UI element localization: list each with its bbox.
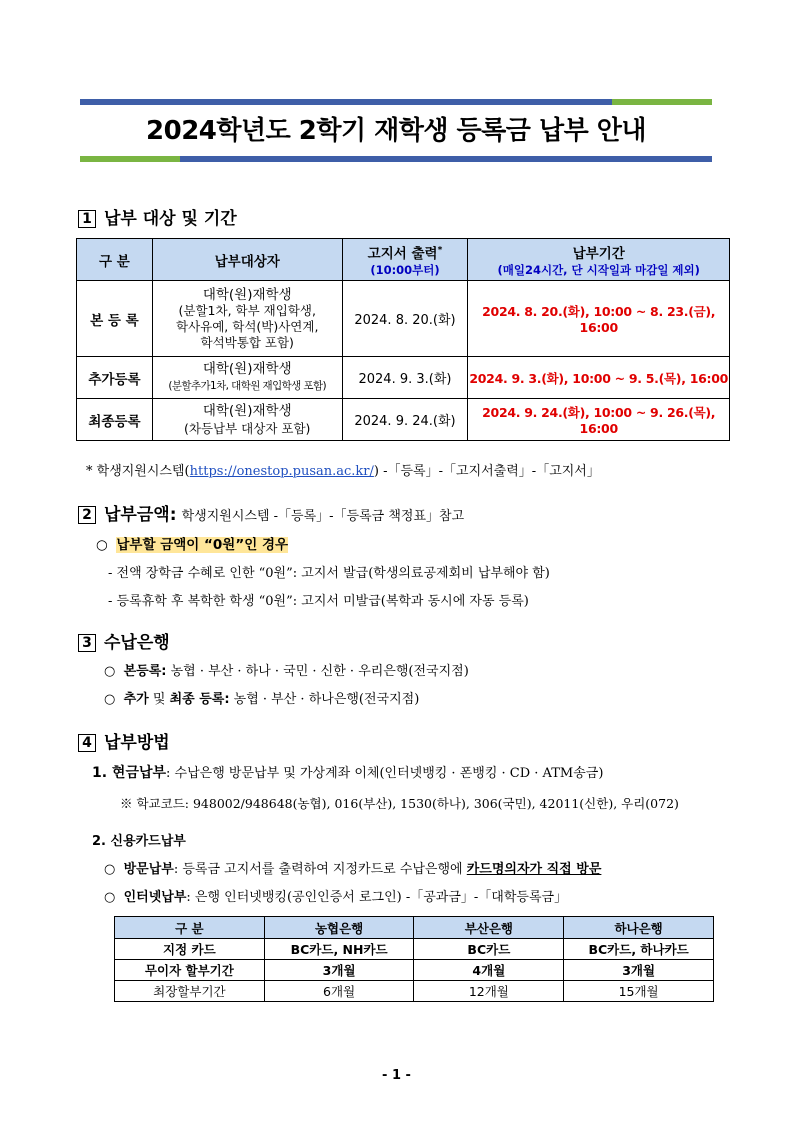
target-line: (분할1차, 학부 재입학생, — [178, 302, 316, 318]
page-number: - 1 - — [382, 1068, 411, 1083]
card-table — [114, 916, 714, 1002]
header-cell: 구 분 — [77, 239, 153, 281]
header-note: (매일24시간, 단 시작일과 마감일 제외) — [497, 262, 700, 277]
section-desc: 학생지원시스템 -「등록」-「등록금 책정표」참고 — [181, 509, 465, 524]
note-suffix: ) -「등록」-「고지서출력」-「고지서」 — [373, 464, 600, 479]
title-rule-bottom-accent — [80, 156, 180, 162]
header-cell — [342, 239, 468, 281]
row-target — [152, 281, 342, 357]
target-line: (차등납부 대상자 포함) — [184, 420, 311, 436]
cash-payment — [92, 762, 603, 782]
header-cell: 농협은행 — [264, 917, 414, 939]
table-cell: BC카드, NH카드 — [264, 939, 414, 960]
zero-amount-heading — [96, 533, 288, 553]
table-cell: 6개월 — [264, 981, 414, 1002]
section-number: 2 — [78, 506, 96, 524]
section-3-heading — [78, 628, 170, 653]
target-line: (분할추가1차, 대학원 재입학생 포함) — [168, 379, 327, 392]
visit-text: : 등록금 고지서를 출력하여 지정카드로 수납은행에 — [173, 862, 467, 877]
visit-payment — [104, 858, 601, 877]
zero-amount-line: - 등록휴학 후 복학한 학생 “0원”: 고지서 미발급(복학과 동시에 자동 등록) — [108, 594, 529, 609]
bank-item-text: 농협 · 부산 · 하나은행(전국지점) — [233, 692, 420, 707]
table-cell: 무이자 할부기간 — [115, 960, 265, 981]
table-cell: BC카드 — [414, 939, 564, 960]
section-label: 납부 대상 및 기간 — [104, 209, 237, 229]
bullet: ○ — [104, 862, 116, 877]
header-cell: 부산은행 — [414, 917, 564, 939]
table-cell: BC카드, 하나카드 — [564, 939, 714, 960]
cash-label: 1. 현금납부 — [92, 765, 167, 781]
table-cell: 15개월 — [564, 981, 714, 1002]
table-row — [77, 399, 730, 441]
table-row — [77, 281, 730, 357]
row-date: 2024. 9. 24.(화) — [342, 399, 468, 441]
table-row — [77, 357, 730, 399]
note-prefix: * 학생지원시스템( — [86, 464, 190, 479]
onestop-link[interactable]: https://onestop.pusan.ac.kr/ — [189, 464, 374, 479]
row-kind: 최종등록 — [77, 399, 153, 441]
section-1-heading — [78, 204, 237, 229]
internet-text: : 은행 인터넷뱅킹(공인인증서 로그인) -「공과금」-「대학등록금」 — [186, 890, 568, 905]
section-2-heading — [78, 500, 464, 525]
section-label: 납부금액: — [104, 505, 177, 525]
target-line: 대학(원)재학생 — [202, 360, 292, 377]
cash-text: : 수납은행 방문납부 및 가상계좌 이체(인터넷뱅킹 · 폰뱅킹 · CD · ATM송금) — [166, 766, 604, 781]
bullet: ○ — [96, 537, 108, 553]
table-header-row — [115, 917, 714, 939]
row-kind: 본 등 록 — [77, 281, 153, 357]
header-cell-text: 납부기간 — [572, 245, 625, 262]
header-cell: 하나은행 — [564, 917, 714, 939]
table-cell: 3개월 — [564, 960, 714, 981]
table-row — [115, 939, 714, 960]
table-cell: 지정 카드 — [115, 939, 265, 960]
table-header-row — [77, 239, 730, 281]
note-system-path — [86, 460, 600, 479]
row-target — [152, 399, 342, 441]
card-label: 2. 신용카드납부 — [92, 834, 186, 849]
section-4-heading — [78, 728, 170, 753]
bank-item-mid: 및 — [148, 692, 170, 707]
target-line: 대학(원)재학생 — [202, 402, 292, 419]
zero-amount-line: - 전액 장학금 수혜로 인한 “0원”: 고지서 발급(학생의료공제회비 납부해야 함) — [108, 566, 550, 581]
bullet: ○ — [104, 692, 116, 707]
table-cell: 최장할부기간 — [115, 981, 265, 1002]
card-payment-heading — [92, 830, 186, 849]
footnote-mark: * — [437, 245, 443, 255]
visit-label: 방문납부 — [123, 862, 174, 877]
internet-label: 인터넷납부 — [123, 890, 187, 905]
schedule-table — [76, 238, 730, 441]
highlight-label: 납부할 금액이 “0원”인 경우 — [116, 537, 289, 553]
bank-item-label: 추가 — [123, 692, 149, 707]
section-number: 4 — [78, 734, 96, 752]
school-code-note: ※ 학교코드: 948002/948648(농협), 016(부산), 1530(하나), 306(국민), 42011(신한), 우리(072) — [120, 796, 679, 811]
section-label: 납부방법 — [104, 733, 170, 753]
table-row — [115, 960, 714, 981]
title-rule-top-accent — [612, 99, 712, 105]
header-cell: 구 분 — [115, 917, 265, 939]
internet-payment — [104, 886, 567, 905]
row-date: 2024. 9. 3.(화) — [342, 357, 468, 399]
bank-item-text: 농협 · 부산 · 하나 · 국민 · 신한 · 우리은행(전국지점) — [170, 664, 469, 679]
table-row — [115, 981, 714, 1002]
bullet: ○ — [104, 664, 116, 679]
bank-item — [104, 660, 469, 679]
section-number: 1 — [78, 210, 96, 228]
row-period: 2024. 9. 24.(화), 10:00 ~ 9. 26.(목), 16:00 — [468, 399, 730, 441]
header-cell-text: 고지서 출력 — [367, 245, 438, 262]
table-cell: 3개월 — [264, 960, 414, 981]
visit-emphasis: 카드명의자가 직접 방문 — [466, 862, 602, 877]
target-line: 학사유예, 학석(박)사연계, — [176, 318, 319, 334]
row-kind: 추가등록 — [77, 357, 153, 399]
header-note: (10:00부터) — [370, 262, 440, 277]
row-target — [152, 357, 342, 399]
section-label: 수납은행 — [104, 633, 170, 653]
bank-item-label: 최종 등록: — [169, 692, 230, 707]
header-cell — [468, 239, 730, 281]
row-period: 2024. 8. 20.(화), 10:00 ~ 8. 23.(금), 16:00 — [468, 281, 730, 357]
row-period: 2024. 9. 3.(화), 10:00 ~ 9. 5.(목), 16:00 — [468, 357, 730, 399]
table-cell: 12개월 — [414, 981, 564, 1002]
page-title: 2024학년도 2학기 재학생 등록금 납부 안내 — [146, 116, 646, 146]
bank-item — [104, 688, 419, 707]
row-date: 2024. 8. 20.(화) — [342, 281, 468, 357]
target-line: 대학(원)재학생 — [202, 286, 292, 303]
bullet: ○ — [104, 890, 116, 905]
table-cell: 4개월 — [414, 960, 564, 981]
target-line: 학석박통합 포함) — [200, 334, 294, 350]
section-number: 3 — [78, 634, 96, 652]
header-cell: 납부대상자 — [152, 239, 342, 281]
bank-item-label: 본등록: — [123, 664, 167, 679]
